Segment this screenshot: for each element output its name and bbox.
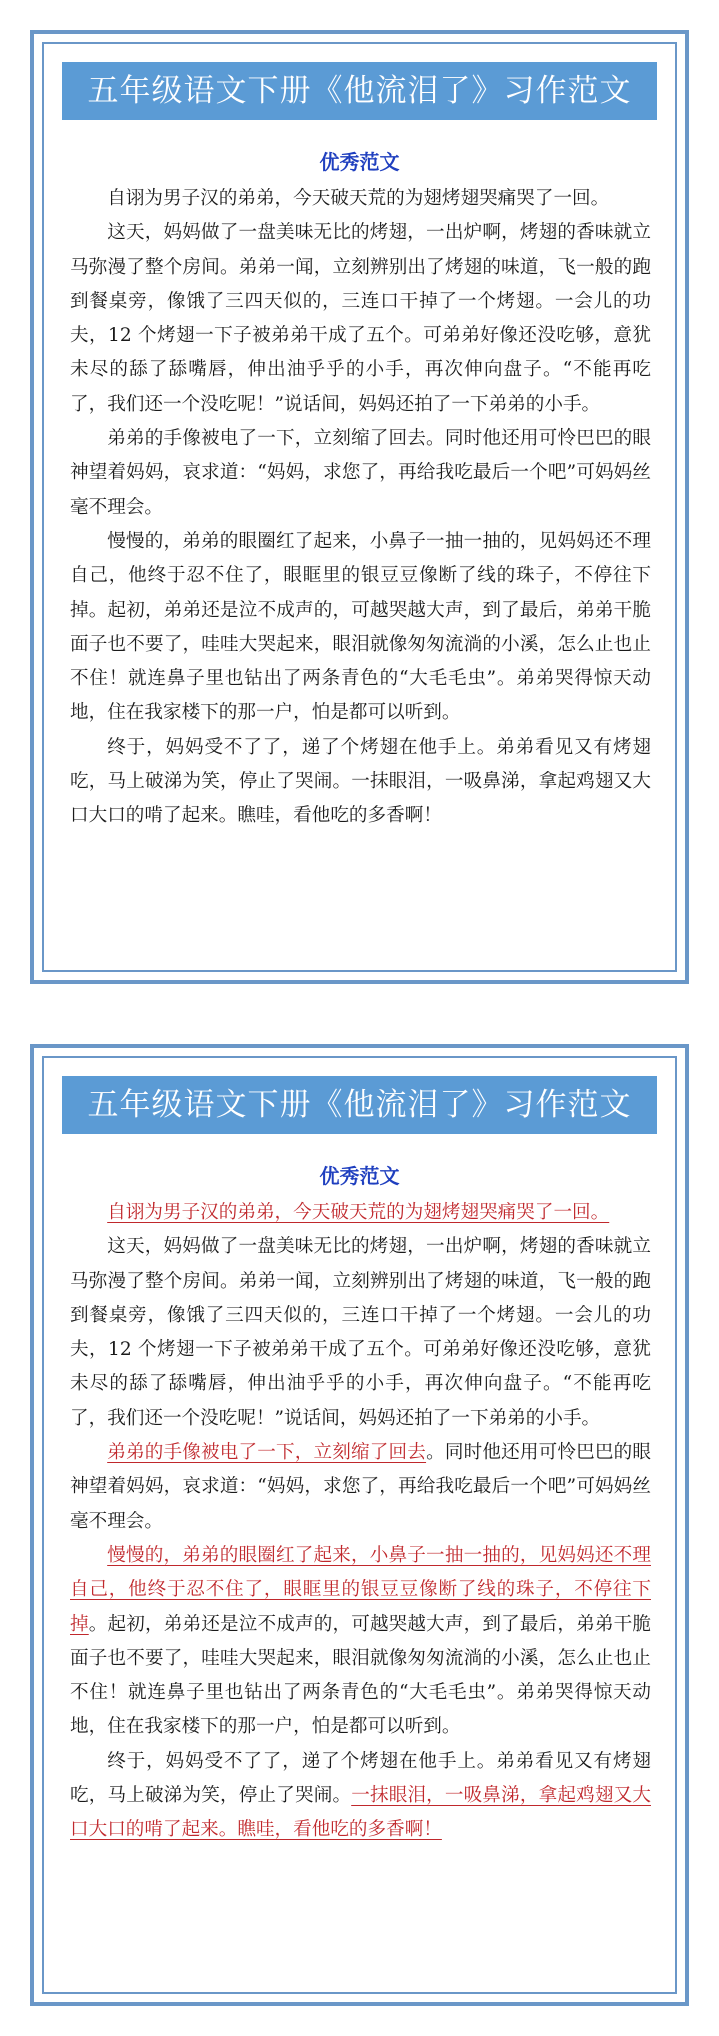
- paragraph: 弟弟的手像被电了一下，立刻缩了回去。同时他还用可怜巴巴的眼神望着妈妈，哀求道：“妈妈，求您了，再给我吃最后一个吧”可妈妈丝毫不理会。: [70, 428, 651, 518]
- paragraph: [70, 1196, 651, 1230]
- paragraph-rest: 。同时他还用可怜巴巴的眼神望着妈妈，哀求道：“妈妈，求您了，再给我吃最后一个吧”可妈妈丝毫不理会。: [70, 1442, 651, 1532]
- paragraph: 自诩为男子汉的弟弟，今天破天荒的为翅烤翅哭痛哭了一回。: [107, 188, 610, 209]
- essay-body-annotated: [70, 1196, 651, 1848]
- paragraph-rest: 。起初，弟弟还是泣不成声的，可越哭越大声，到了最后，弟弟干脆面子也不要了，哇哇大哭起来，眼泪就像匆匆流淌的小溪，怎么止也止不住！就连鼻子里也钻出了两条青色的“大毛毛虫”。弟弟哭得惊天动地，住在我家楼下的那一户，怕是都可以听到。: [70, 1613, 651, 1738]
- paragraph: 这天，妈妈做了一盘美味无比的烤翅，一出炉啊，烤翅的香味就立马弥漫了整个房间。弟弟一闻，立刻辨别出了烤翅的味道，飞一般的跑到餐桌旁，像饿了三四天似的，三连口干掉了一个烤翅。一会儿的功夫，12 个烤翅一下子被弟弟干成了五个。可弟弟好像还没吃够，意犹未尽的舔了舔嘴唇，伸出油乎乎的小手，再次伸向盘子。“不能再吃了，我们还一个没吃呢！”说话间，妈妈还拍了一下弟弟的小手。: [70, 222, 651, 415]
- essay-body: [70, 182, 651, 834]
- title-banner: 五年级语文下册《他流泪了》习作范文: [62, 62, 657, 120]
- subtitle: 优秀范文: [319, 1164, 400, 1188]
- essay-card-plain: [30, 30, 689, 984]
- paragraph: [70, 1745, 651, 1848]
- paragraph-start: 终于，妈妈受不了了，递了个烤翅在他手上。弟弟看见又有烤翅吃，马上破涕为笑，停止了哭闹。: [70, 1750, 651, 1807]
- highlighted-sentence: 慢慢的，弟弟的眼圈红了起来，小鼻子一抽一抽的，见妈妈还不理自己，他终于忍不住了，眼眶里的银豆豆像断了线的珠子，不停往下掉: [70, 1544, 651, 1635]
- paragraph: 慢慢的，弟弟的眼圈红了起来，小鼻子一抽一抽的，见妈妈还不理自己，他终于忍不住了，眼眶里的银豆豆像断了线的珠子，不停往下掉。起初，弟弟还是泣不成声的，可越哭越大声，到了最后，弟弟干脆面子也不要了，哇哇大哭起来，眼泪就像匆匆流淌的小溪，怎么止也止不住！就连鼻子里也钻出了两条青色的“大毛毛虫”。弟弟哭得惊天动地，住在我家楼下的那一户，怕是都可以听到。: [70, 530, 651, 724]
- subtitle: 优秀范文: [319, 150, 400, 174]
- highlighted-sentence: 一抹眼泪，一吸鼻涕，拿起鸡翅又大口大口的啃了起来。瞧哇，看他吃的多香啊！: [70, 1785, 651, 1841]
- highlighted-sentence: 弟弟的手像被电了一下，立刻缩了回去: [107, 1442, 427, 1464]
- title-banner: 五年级语文下册《他流泪了》习作范文: [62, 1076, 657, 1134]
- essay-card-annotated: [30, 1044, 689, 2006]
- paragraph: 这天，妈妈做了一盘美味无比的烤翅，一出炉啊，烤翅的香味就立马弥漫了整个房间。弟弟一闻，立刻辨别出了烤翅的味道，飞一般的跑到餐桌旁，像饿了三四天似的，三连口干掉了一个烤翅。一会儿的功夫，12 个烤翅一下子被弟弟干成了五个。可弟弟好像还没吃够，意犹未尽的舔了舔嘴唇，伸出油乎乎的小手，再次伸向盘子。“不能再吃了，我们还一个没吃呢！”说话间，妈妈还拍了一下弟弟的小手。: [70, 1236, 651, 1429]
- paragraph: [70, 1539, 651, 1745]
- highlighted-sentence: 自诩为男子汉的弟弟，今天破天荒的为翅烤翅哭痛哭了一回。: [107, 1202, 610, 1223]
- paragraph: 终于，妈妈受不了了，递了个烤翅在他手上。弟弟看见又有烤翅吃，马上破涕为笑，停止了哭闹。一抹眼泪，一吸鼻涕，拿起鸡翅又大口大口的啃了起来。瞧哇，看他吃的多香啊！: [70, 736, 651, 827]
- paragraph: [70, 1436, 651, 1539]
